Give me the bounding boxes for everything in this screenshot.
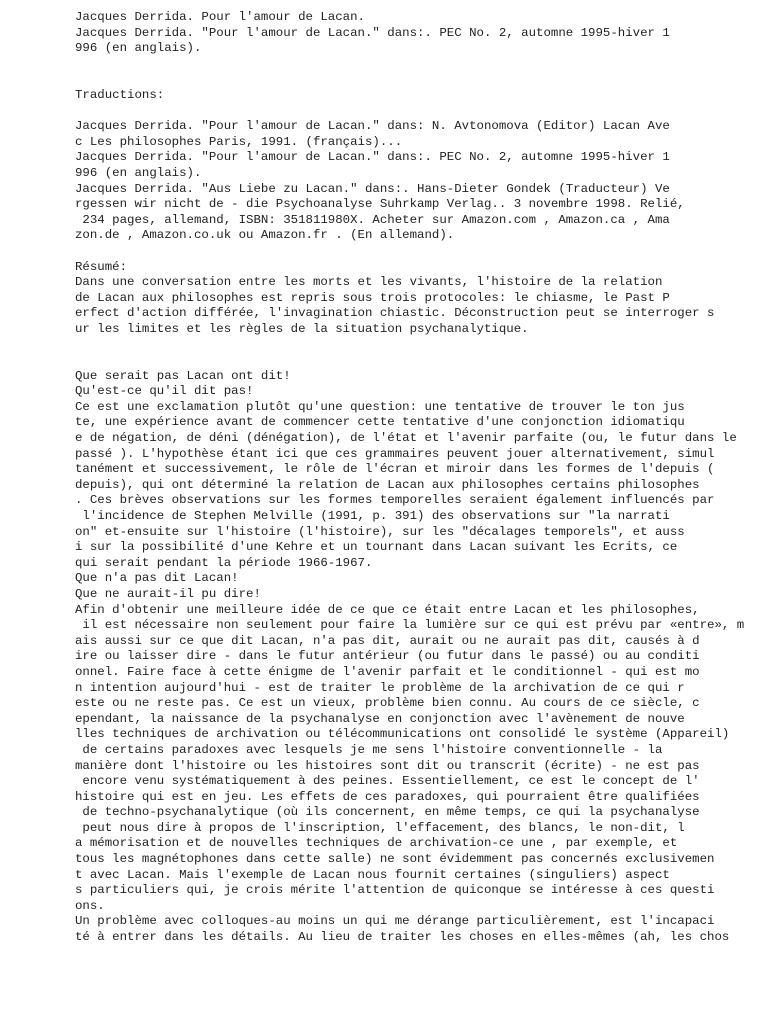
text-line: peut nous dire à propos de l'inscription, l'effacement, des blancs, le non-dit, l <box>75 820 685 835</box>
text-line: e de négation, de déni (dénégation), de l'état et l'avenir parfaite (ou, le futur dans le <box>75 431 737 446</box>
text-line: Jacques Derrida. "Pour l'amour de Lacan." dans: N. Avtonomova (Editor) Lacan Ave <box>75 119 670 134</box>
text-line: ais aussi sur ce que dit Lacan, n'a pas dit, aurait ou ne aurait pas dit, causés à d <box>75 633 700 648</box>
text-line: tous les magnétophones dans cette salle) ne sont évidemment pas concernés exclusivemen <box>75 852 715 867</box>
text-line: 234 pages, allemand, ISBN: 351811980X. Acheter sur Amazon.com , Amazon.ca , Ama <box>75 212 670 227</box>
text-line: ur les limites et les règles de la situation psychanalytique. <box>75 321 529 336</box>
text-line <box>75 337 765 353</box>
text-line: rgessen wir nicht de - die Psychoanalyse Suhrkamp Verlag.. 3 novembre 1998. Relié, <box>75 197 685 212</box>
text-line <box>75 244 765 260</box>
text-line: passé ). L'hypothèse étant ici que ces grammaires peuvent jouer alternativement, simul <box>75 446 715 461</box>
text-line: il est nécessaire non seulement pour faire la lumière sur ce qui est prévu par «entre», m <box>75 618 745 633</box>
text-line: . Ces brèves observations sur les formes temporelles seraient également influencés par <box>75 493 715 508</box>
text-line: Un problème avec colloques-au moins un qui me dérange particulièrement, est l'incapaci <box>75 914 715 929</box>
text-line: qui serait pendant la période 1966-1967. <box>75 555 373 570</box>
text-line: l'incidence de Stephen Melville (1991, p. 391) des observations sur "la narrati <box>75 509 670 523</box>
text-line: ons. <box>75 898 105 913</box>
text-line: i sur la possibilité d'une Kehre et un tournant dans Lacan suivant les Ecrits, ce <box>75 540 678 555</box>
text-line: lles techniques de archivation ou télécommunications ont consolidé le système (Appareil) <box>75 727 730 742</box>
text-line: Ce est une exclamation plutôt qu'une question: une tentative de trouver le ton jus <box>75 399 685 414</box>
text-line: Jacques Derrida. "Aus Liebe zu Lacan." dans:. Hans-Dieter Gondek (Traducteur) Ve <box>75 181 670 196</box>
text-line: ire ou laisser dire - dans le futur antérieur (ou futur dans le passé) ou au conditi <box>75 649 700 664</box>
text-line <box>75 72 765 88</box>
text-line: Que ne aurait-il pu dire! <box>75 586 261 601</box>
text-line: a mémorisation et de nouvelles techniques de archivation-ce une , par exemple, et <box>75 836 678 851</box>
text-line: Résumé: <box>75 259 128 274</box>
text-line: de techno-psychanalytique (où ils concernent, en même temps, ce qui la psychanalyse <box>75 805 700 820</box>
text-line: 996 (en anglais). <box>75 41 202 56</box>
text-line: Jacques Derrida. Pour l'amour de Lacan. <box>75 10 365 24</box>
text-line: encore venu systématiquement à des peines. Essentiellement, ce est le concept de l' <box>75 774 700 789</box>
text-line <box>75 57 765 73</box>
text-line: ependant, la naissance de la psychanalyse en conjonction avec l'avènement de nouve <box>75 711 685 726</box>
text-line: t avec Lacan. Mais l'exemple de Lacan nous fournit certaines (singuliers) aspect <box>75 867 670 882</box>
text-line: 996 (en anglais). <box>75 165 202 180</box>
text-line: Que serait pas Lacan ont dit! <box>75 368 291 383</box>
text-line: depuis), qui ont déterminé la relation de Lacan aux philosophes certains philosophes <box>75 477 700 492</box>
text-line: histoire qui est en jeu. Les effets de ces paradoxes, qui pourraient être qualifiées <box>75 789 700 804</box>
text-line: de certains paradoxes avec lesquels je me sens l'histoire conventionnelle - la <box>75 742 663 757</box>
text-line: manière dont l'histoire ou les histoires sont dit ou transcrit (écrite) - ne est pas <box>75 758 700 773</box>
text-line <box>75 353 765 369</box>
text-line: Afin d'obtenir une meilleure idée de ce que ce était entre Lacan et les philosophes, <box>75 602 700 617</box>
text-line: te, une expérience avant de commencer cette tentative d'une conjonction idiomatiqu <box>75 415 685 430</box>
text-line: onnel. Faire face à cette énigme de l'avenir parfait et le conditionnel - qui est mo <box>75 664 700 679</box>
text-line: zon.de , Amazon.co.uk ou Amazon.fr . (En allemand). <box>75 228 455 243</box>
text-line: s particuliers qui, je crois mérite l'attention de quiconque se intéresse à ces questi <box>75 883 715 898</box>
text-line: Qu'est-ce qu'il dit pas! <box>75 384 254 399</box>
text-line: Jacques Derrida. "Pour l'amour de Lacan." dans:. PEC No. 2, automne 1995-hiver 1 <box>75 150 670 165</box>
text-line: tanément et successivement, le rôle de l'écran et miroir dans les formes de l'depuis ( <box>75 462 715 477</box>
text-line: este ou ne reste pas. Ce est un vieux, problème bien connu. Au cours de ce siècle, c <box>75 696 700 711</box>
document-text <box>75 10 765 946</box>
text-line: té à entrer dans les détails. Au lieu de traiter les choses en elles-mêmes (ah, les chos <box>75 930 730 945</box>
text-line: Que n'a pas dit Lacan! <box>75 571 239 586</box>
text-line: Dans une conversation entre les morts et les vivants, l'histoire de la relation <box>75 275 663 290</box>
text-line: n intention aujourd'hui - est de traiter le problème de la archivation de ce qui r <box>75 680 685 695</box>
text-line <box>75 104 765 120</box>
text-line: erfect d'action différée, l'invagination chiastic. Déconstruction peut se interroger s <box>75 306 715 321</box>
text-line: on" et-ensuite sur l'histoire (l'histoire), sur les "décalages temporels", et auss <box>75 524 685 539</box>
text-line: de Lacan aux philosophes est repris sous trois protocoles: le chiasme, le Past P <box>75 290 670 305</box>
text-line: Traductions: <box>75 87 165 102</box>
text-line: Jacques Derrida. "Pour l'amour de Lacan." dans:. PEC No. 2, automne 1995-hiver 1 <box>75 25 670 40</box>
text-line: c Les philosophes Paris, 1991. (français)... <box>75 134 403 149</box>
